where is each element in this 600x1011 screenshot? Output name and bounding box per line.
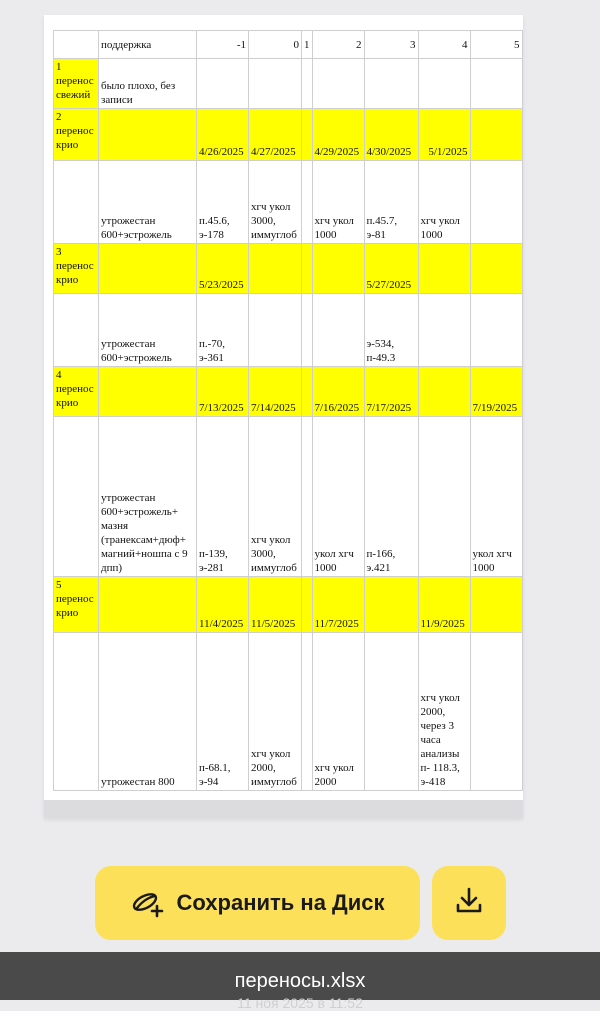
table-cell [364,633,418,791]
table-row [54,367,523,417]
table-cell [470,59,522,109]
table-row [54,633,523,791]
table-cell: п.-70, э-361 [197,294,249,367]
table-cell [470,244,522,294]
table-cell [470,294,522,367]
table-cell [470,633,522,791]
table-cell: 11/7/2025 [312,577,364,633]
table-cell [418,244,470,294]
row-label [54,417,99,577]
table-cell: 7/13/2025 [197,367,249,417]
table-cell: 5/27/2025 [364,244,418,294]
table-cell [364,577,418,633]
table-cell: п-139, э-281 [197,417,249,577]
header-cell: 0 [249,31,302,59]
table-cell [302,59,313,109]
table-cell [302,633,313,791]
table-cell: утрожестан 800 [99,633,197,791]
table-cell: 4/30/2025 [364,109,418,161]
row-label [54,161,99,244]
file-meta: 11 ноя 2025 в 11:52 [237,995,363,1011]
file-name: переносы.xlsx [234,970,366,992]
table-row [54,109,523,161]
table-cell: 5/23/2025 [197,244,249,294]
header-cell: 5 [470,31,522,59]
table-cell: 5/1/2025 [418,109,470,161]
table-cell: укол хгч 1000 [470,417,522,577]
table-cell [470,109,522,161]
table-cell: э-534, п-49.3 [364,294,418,367]
header-cell: 2 [312,31,364,59]
header-cell: 4 [418,31,470,59]
table-cell [312,294,364,367]
table-cell [249,244,302,294]
table-cell: утрожестан 600+эстрожель [99,161,197,244]
table-cell: хгч укол 2000 [312,633,364,791]
row-label: 3 перенос крио [54,244,99,294]
header-cell: 3 [364,31,418,59]
disk-save-icon [131,888,165,918]
table-cell [197,59,249,109]
table-cell: п-68.1, э-94 [197,633,249,791]
table-row [54,294,523,367]
table-cell [249,294,302,367]
table-cell [99,367,197,417]
table-cell: 11/5/2025 [249,577,302,633]
row-label: 5 перенос крио [54,577,99,633]
table-cell [470,161,522,244]
table-cell [418,59,470,109]
table-cell: 7/19/2025 [470,367,522,417]
table-cell [312,59,364,109]
table-cell: 4/27/2025 [249,109,302,161]
table-cell: 7/16/2025 [312,367,364,417]
table-cell: утрожестан 600+эстрожель [99,294,197,367]
table-row [54,161,523,244]
table-cell: хгч укол 2000, иммуглоб [249,633,302,791]
table-cell: укол хгч 1000 [312,417,364,577]
table-cell: хгч укол 2000, через 3 часа анализы п- 118.3, э-418 [418,633,470,791]
header-cell: -1 [197,31,249,59]
table-cell: хгч укол 3000, иммуглоб [249,161,302,244]
download-icon [453,885,485,921]
table-row [54,244,523,294]
table-cell [364,59,418,109]
header-cell: 1 [302,31,313,59]
table-cell: было плохо, без записи [99,59,197,109]
spreadsheet-preview[interactable] [44,15,523,818]
table-cell [418,367,470,417]
table-cell [470,577,522,633]
row-label: 4 перенос крио [54,367,99,417]
file-info-bar [0,952,600,1011]
sheet-shadow [44,800,523,818]
table-row [54,59,523,109]
table-cell: 11/4/2025 [197,577,249,633]
table-cell: утрожестан 600+эстрожель+ мазня (транексам+дюф+ магний+ношпа с 9 дпп) [99,417,197,577]
table-cell [302,244,313,294]
row-label: 2 перенос крио [54,109,99,161]
table-row [54,417,523,577]
table-cell [99,577,197,633]
table-cell [302,109,313,161]
table-cell [302,577,313,633]
data-table [53,30,523,791]
table-cell: хгч укол 1000 [312,161,364,244]
table-cell: п.45.6, э-178 [197,161,249,244]
table-cell: п.45.7, э-81 [364,161,418,244]
table-cell [302,161,313,244]
table-cell: хгч укол 3000, иммуглоб [249,417,302,577]
table-cell [312,244,364,294]
table-cell [418,417,470,577]
table-cell: 4/26/2025 [197,109,249,161]
header-cell-corner [54,31,99,59]
table-cell: 4/29/2025 [312,109,364,161]
table-cell: хгч укол 1000 [418,161,470,244]
table-cell: 7/17/2025 [364,367,418,417]
header-cell: поддержка [99,31,197,59]
download-button[interactable] [432,866,506,940]
row-label [54,294,99,367]
table-cell [249,59,302,109]
table-cell: 7/14/2025 [249,367,302,417]
table-cell: 11/9/2025 [418,577,470,633]
table-cell [302,294,313,367]
table-cell: п-166, э.421 [364,417,418,577]
table-cell [99,109,197,161]
table-cell [302,417,313,577]
table-cell [99,244,197,294]
table-cell [418,294,470,367]
row-label [54,633,99,791]
action-bar [0,866,600,940]
header-row [54,31,523,59]
row-label: 1 перенос свежий [54,59,99,109]
table-cell [302,367,313,417]
save-button-label: Сохранить на Диск [176,890,385,915]
table-row [54,577,523,633]
save-to-disk-button[interactable] [95,866,420,940]
